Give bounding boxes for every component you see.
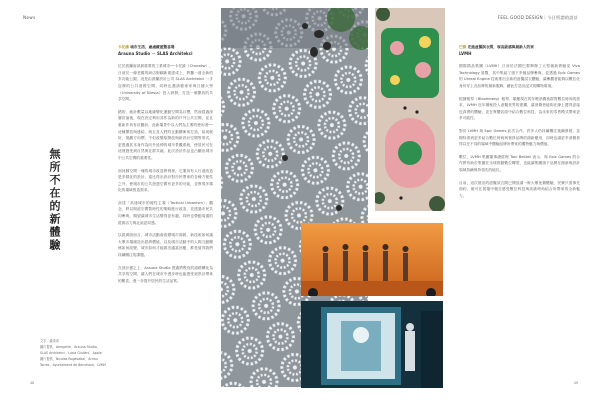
caption-block-1 bbox=[118, 44, 213, 57]
section-label-right: FEEL GOOD DESIGN｜今日所謂的設計 bbox=[497, 15, 578, 20]
paragraph: 國際精品集團（LVMH）日前於法國巴黎舉辦了大型創新實驗室 Viva Technology 展覽，其中集結了旗下多個品牌參與，並透過 Epic Games 的 Unreal Engine 技術推出全新的虛擬試衣體驗，讓參觀者能夠以數位化身份穿上各品牌的最新服飾，藉此打造沉浸式的購物環境。 bbox=[459, 64, 580, 88]
page-number-left: 48 bbox=[30, 381, 35, 385]
stage-performance-photo bbox=[301, 223, 443, 296]
paragraph: 根據報導（Bloomberg）報導，順應現在的年輕消費族群對數位時尚的需求，LVMH 近年積極投入虛擬世界的建構，讓消費者能夠在線上獲得更接近真實的體驗，並在實體店面中結合數位科技，為未來的零售模式帶來更多可能性。 bbox=[459, 96, 580, 121]
digital-screen-photo bbox=[301, 301, 443, 388]
paragraph: 位於波蘭南部最重要的工業城市──卡托維（Chorzów），日前於一條老舊的商店街翻新重建成上，將攜一道全新的多功能公園，這是由波蘭設計公司 SLAS Architekci 一手包辦的公共遊戲空間，同時也邀請藝術家與日據大學（University of Silesia）投入研發，打造一個開放的共享空間。 bbox=[118, 64, 213, 102]
paragraph: 以經濟面而言，城市活動會改變城市面貌，新技術如何讓大眾市場創造出經濟價值，以及城市活動中的人際互動關係如何改變，城市如何才能做出適當回應，都是值得我們持續關注的課題。 bbox=[118, 233, 213, 258]
article-title: 無所不在的新體驗 bbox=[48, 148, 61, 252]
caption-subtitle: Arauna Studio － SLAS Architekci bbox=[118, 50, 193, 56]
caption-block-2 bbox=[459, 44, 580, 57]
paragraph: 數位，LVMH 集團董事總經理 Toni Belloni 表示，與 Epic Games 的合作將有助於集團在全球推動數位轉型，也能讓集團旗下品牌在創新與設計領域持續保持領先的地位。 bbox=[459, 154, 580, 172]
paragraph: 目前，這次展出的虛擬試衣間已開放讓一般大眾免費體驗，民眾只需事先預約，便可在展場中親自感受數位科技與高級時尚結合所帶來的全新魅力。 bbox=[459, 180, 580, 198]
paragraph: 而回歸空間一塊的城市改造實例裡，它運用有人行道改造是多樣化的設計，遠比得出設計對市民帶來的各種方便性之外，使城市的公共遊憩空間有更多的可能，並實現多樣化的場域營造需求。 bbox=[118, 168, 213, 193]
article-column-1 bbox=[118, 44, 213, 380]
caption-city-tag: 巴黎 bbox=[459, 45, 467, 49]
caption-title: 城市生活，處處藏匿驚喜場 bbox=[130, 45, 175, 49]
paragraph: 對於 LVMH 與 Epic Games 此次合作，許多人仍持續關注後續發展，並期待看到更多結合數位時尚與奢侈品牌的創新應用，同時也讓更多消費者得以在不同的場域中體驗品牌所帶來的獨特魅力與價值。 bbox=[459, 128, 580, 147]
section-label-left: News bbox=[23, 15, 36, 20]
article-column-2 bbox=[459, 44, 580, 380]
caption-subtitle: LVMH bbox=[459, 50, 472, 56]
caption-title: 走進虛擬試衣間，領高級感與創新人的家 bbox=[467, 45, 534, 49]
caption-city-tag: 卡托維 bbox=[118, 45, 130, 49]
photo-credits: 文字．盧希希 圖片提供．Aerophile、Arauna Studio、SLAS Architekci、Lucia Giuliani、Apple 圖片提供．Nicolas Rogavabal、Arnau Torres、Ayuntament de Barcelona、LVMH bbox=[40, 339, 106, 367]
page-number-right: 49 bbox=[573, 381, 578, 385]
paragraph: 前述「高速城市的硬性主義（Tactical Urbanism）」觀念，將以街道空間暫時性的策略進行改造，並透過市民共同參與，期望讓城市生活變得更有趣，同時也帶動周邊的經濟活力與社區認同感。 bbox=[118, 200, 213, 225]
paragraph: 在該計畫之上，Arauna Studio 透過將既有的道路轉化為共享的空間，讓人們在城市中漫步時也能感受到設計帶來的驚喜，進一步提升居民的生活品質。 bbox=[118, 265, 213, 283]
screen-image bbox=[301, 301, 443, 388]
aerial-garden-photo bbox=[375, 8, 445, 211]
stage-image bbox=[301, 223, 443, 296]
aerial-garden-image bbox=[375, 8, 445, 211]
paragraph: 錯的，統計數量以地緣變化運動空間為目標，然而經過深層討論後，現在決定利用其作為新的戶外公共空間，並且重新作具有計劃前，此新場景中以人們為主要的使用者──這種開放與連結，與五及人們的互動關係來打造，給成就好，規劃方向標，不但改變原開放與新設計空間等形式，更透過其本身作為向外延伸的城市景觀系統，使居民可在這裡感受到自然與社群共融，此次設計作品也凸顯出城市中公共空間的重要性。 bbox=[118, 109, 213, 160]
